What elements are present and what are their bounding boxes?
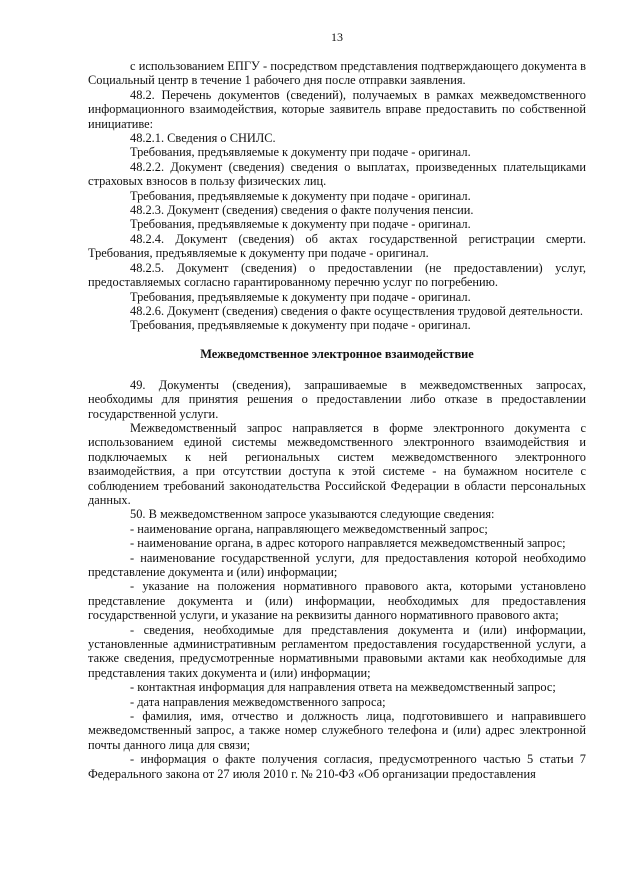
- paragraph: Межведомственный запрос направляется в форме электронного документа с использованием единой системы межведомственного электронного взаимодействия и подключаемых к ней региональных систем межведомственного электронного взаимодействия, а при отсутствии доступа к этой системе - на бумажном носителе с соблюдением требований законодательства Российской Федерации в области персональных данных.: [88, 420, 586, 507]
- list-item: - информация о факте получения согласия, предусмотренного частью 5 статьи 7 Федерального закона от 27 июля 2010 г. № 210-ФЗ «Об организации предоставления: [88, 752, 586, 781]
- paragraph: 48.2.6. Документ (сведения) сведения о факте осуществления трудовой деятельности.: [130, 303, 584, 318]
- list-item: - дата направления межведомственного запроса;: [130, 694, 386, 709]
- paragraph: 50. В межведомственном запросе указываются следующие сведения:: [130, 507, 495, 522]
- list-item: - наименование государственной услуги, для предоставления которой необходимо представление документа и (или) информации;: [88, 550, 586, 579]
- list-item: - сведения, необходимые для представления документа и (или) информации, установленные административным регламентом предоставления государственной услуги, а также сведения, предусмотренные нормативными правовыми актами как необходимые для представления таких документа и (или) информации;: [88, 622, 586, 680]
- list-item: - фамилия, имя, отчество и должность лица, подготовившего и направившего межведомственный запрос, а также номер служебного телефона и (или) адрес электронной почты данного лица для связи;: [88, 709, 586, 752]
- section-title: Межведомственное электронное взаимодействие: [200, 346, 474, 361]
- paragraph: 48.2.2. Документ (сведения) сведения о выплатах, произведенных плательщиками страховых взносов в пользу физических лиц.: [88, 159, 586, 189]
- list-item: - контактная информация для направления ответа на межведомственный запрос;: [130, 680, 556, 695]
- paragraph: 48.2. Перечень документов (сведений), получаемых в рамках межведомственного информационного взаимодействия, которые заявитель вправе предоставить по собственной инициативе:: [88, 87, 586, 131]
- paragraph: 48.2.5. Документ (сведения) о предоставлении (не предоставлении) услуг, предоставляемых согласно гарантированному перечню услуг по погребению.: [88, 260, 586, 290]
- paragraph: Требования, предъявляемые к документу при подаче - оригинал.: [130, 289, 471, 304]
- paragraph: с использованием ЕПГУ - посредством представления подтверждающего документа в Социальный центр в течение 1 рабочего дня после отправки заявления.: [88, 59, 586, 88]
- paragraph: Требования, предъявляемые к документу при подаче - оригинал.: [130, 188, 471, 203]
- paragraph: 48.2.4. Документ (сведения) об актах государственной регистрации смерти. Требования, предъявляемые к документу при подаче - оригинал.: [88, 231, 586, 261]
- list-item: - указание на положения нормативного правового акта, которыми установлено представление документа и (или) информации, необходимых для предоставления государственной услуги, и указание на реквизиты данного нормативного правового акта;: [88, 579, 586, 623]
- document-body: [88, 59, 586, 781]
- paragraph: Требования, предъявляемые к документу при подаче - оригинал.: [130, 318, 471, 333]
- paragraph: 48.2.3. Документ (сведения) сведения о факте получения пенсии.: [130, 203, 474, 218]
- page-number: 13: [331, 30, 343, 44]
- paragraph: Требования, предъявляемые к документу при подаче - оригинал.: [130, 217, 471, 232]
- paragraph: 49. Документы (сведения), запрашиваемые в межведомственных запросах, необходимы для принятия решения о предоставлении либо отказе в предоставлении государственной услуги.: [88, 377, 586, 421]
- list-item: - наименование органа, в адрес которого направляется межведомственный запрос;: [130, 536, 566, 551]
- paragraph: 48.2.1. Сведения о СНИЛС.: [130, 131, 276, 146]
- list-item: - наименование органа, направляющего межведомственный запрос;: [130, 521, 488, 536]
- paragraph: Требования, предъявляемые к документу при подаче - оригинал.: [130, 145, 471, 160]
